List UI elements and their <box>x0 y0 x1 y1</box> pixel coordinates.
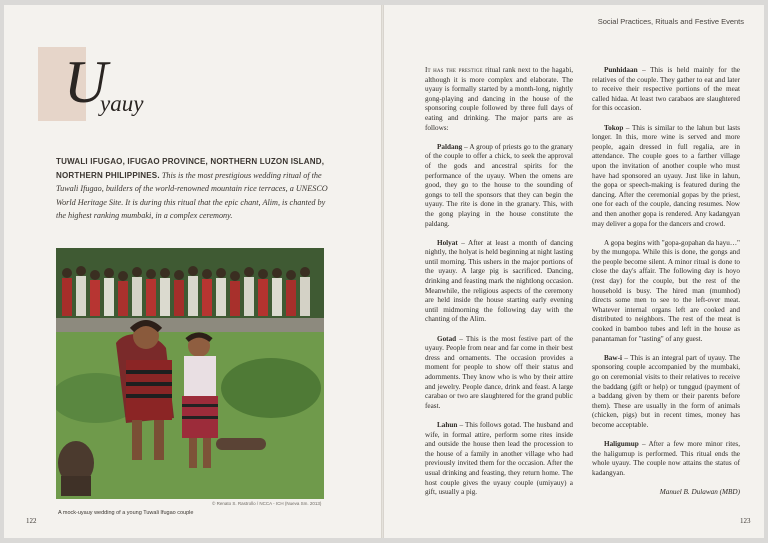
paragraph-intro: It has the prestige ritual rank next to the hagabi, although it is more complex and elaborate. The uyauy is formally started by a month-long, nightly gong-playing and dancing in the house of the sponsoring couple followed by three full days of eating and drinking. The major parts are as follows: <box>425 66 573 132</box>
wedding-photo <box>56 248 324 499</box>
text-column-2 <box>592 66 740 505</box>
paragraph-gopa: A gopa begins with "gopa-gopahan da hayu…" by the mungopa. While this is done, the gongs and the people become silent. A minor ritual is done to close the day's affair. The following day is hoyo (rest day) for the couple, but the rest of the household is busy. The hired man (mumhod) directs some men to see to the left-over meat. Whatever internal organs left are cooked and distributed to neighbors. The rest of the meat is cooked in bamboo tubes and left in the house as panantaman for "tasting" of any guest. <box>592 238 740 343</box>
paragraph-baw-i: Baw-i – This is an integral part of uyauy. The sponsoring couple accompanied by the mumbaki, go on ceremonial visits to their relatives to receive the baddang (gift or help) or tunggud (payment of a baddang given by them or their parents before them). These are usually in the form of animals (chicken, pigs) but in recent times, money has become acceptable. <box>592 353 740 429</box>
author-credit: Manuel B. Dulawan (MBD) <box>659 488 740 497</box>
paragraph-paldang: Paldang – A group of priests go to the granary of the couple to offer a chick, to seek the approval of the gods and ancestral spirits for the performance of the uyauy. When the omens are good, they go to the house to the sounding of gongs to tell the sponsors that they can begin the uyauy. The rite is done in the granary. This, with the gong playing in the house constitute the paldang. <box>425 142 573 228</box>
running-header: Social Practices, Rituals and Festive Events <box>597 17 744 26</box>
photo-caption: A mock-uyauy wedding of a young Tuwali Ifugao couple <box>58 510 194 516</box>
title-rest: yauy <box>100 91 144 116</box>
paragraph-punhidaan: Punhidaan – This is held mainly for the relatives of the couple. They gather to eat and later to receive their respective portions of the meat called hidaa. At least two carabaos are slaughtered for this occasion. <box>592 66 740 113</box>
page-number-right: 123 <box>740 517 751 525</box>
paragraph-holyat: Holyat – After at least a month of dancing nightly, the holyat is held beginning at night lasting until morning. This ushers in the major portions of the uyauy. A large pig is sacrificed. Dancing, drinking and feasting mark the nightlong occasion. Meanwhile, the religious aspects of the ceremony are held inside the house starting early evening until midmorning the following day with the chanting of the Alim. <box>425 238 573 324</box>
text-column-1 <box>425 66 573 507</box>
paragraph-gotad: Gotad – This is the most festive part of the uyauy. People from near and far come in their best dress and ornaments. The occasion provides a moment for people to show off their status and adornments. They know who is who by their attire and jewelry. People dance, drink and feast. A large carabao or two are slaughtered for the grand public feast. <box>425 334 573 410</box>
paragraph-lahun: Lahun – This follows gotad. The husband and wife, in formal attire, perform some rites inside and outside the house then lead the procession to the house of a family in another village who had previously invited them for the occasion. After the usual drinking and feasting, they return home. The host couple gives the uyauy couple (umiyauy) a gift, usually a pig. <box>425 420 573 497</box>
intro-paragraph <box>56 155 334 223</box>
wedding-photo-illustration <box>56 248 324 499</box>
photo-credit: © Renato S. Rastrollo / NCCA - ICH (Nueva Sm. 2013) <box>212 501 322 506</box>
intro-location: TUWALI IFUGAO, IFUGAO PROVINCE, NORTHERN LUZON ISLAND, NORTHERN PHILIPPINES. <box>56 157 325 180</box>
paragraph-tokop: Tokop – This is similar to the lahun but lasts longer. In this, more wine is served and more people, again dressed in full regalia, are in attendance. The couple goes to a farther village upon the invitation of another couple who must have had sponsored an uyauy. Just like in lahun, the gopa or speech-making is featured during the dancing. After the ceremonial gopas by the priest, one for each of the couple, dancing resumes. Now and then another gopa is rendered. Any kadangyan may deliver a gopa for the dancers and crowd. <box>592 123 740 228</box>
intro-text: This is the most prestigious wedding ritual of the Tuwali Ifugao, builders of the world-renowned mountain rice terraces, a UNESCO World Heritage Site. It is during this ritual that the epic chant, Alim, is chanted by the highest ranking mumbaki, in a complex ceremony. <box>56 170 328 221</box>
page-number-left: 122 <box>26 517 37 525</box>
title-initial: U <box>64 49 108 115</box>
paragraph-haligumup: Haligumup – After a few more minor rites, the haligumup is performed. This ritual ends the whole uyauy. The couple now attains the status of kadangyan. <box>592 440 740 477</box>
